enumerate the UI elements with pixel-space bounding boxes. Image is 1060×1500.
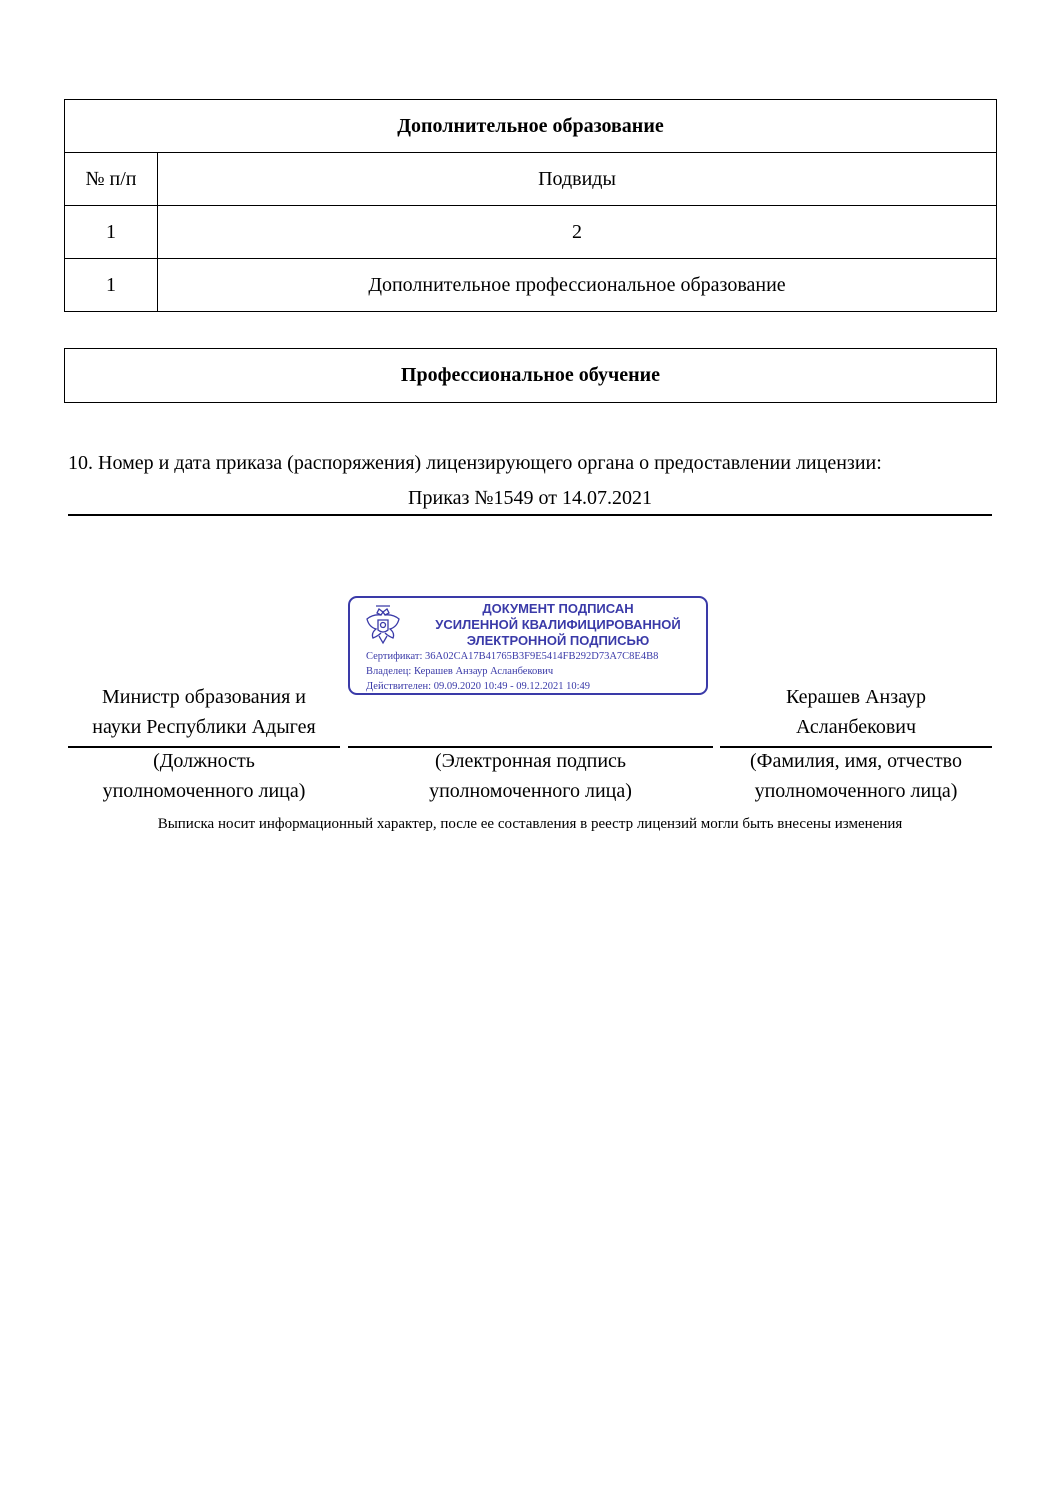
professional-training-title: Профессиональное обучение — [65, 349, 997, 403]
name-caption-line-1: (Фамилия, имя, отчество — [750, 750, 962, 772]
signatory-name-line-2: Асланбекович — [795, 716, 917, 738]
row-value-cell: 2 — [158, 206, 997, 259]
stamp-validity: Действителен: 09.09.2020 10:49 - 09.12.2021 10:49 — [366, 681, 591, 692]
signature-caption — [348, 746, 713, 806]
position-caption — [68, 746, 340, 806]
professional-training-table — [64, 348, 997, 403]
row-number-cell: 1 — [65, 259, 158, 312]
signatory-name — [720, 682, 992, 742]
stamp-line-1: ДОКУМЕНТ ПОДПИСАН — [482, 601, 634, 616]
signatory-position — [68, 682, 340, 742]
row-number-cell: 1 — [65, 206, 158, 259]
signatory-position-line-2: науки Республики Адыгея — [92, 716, 316, 738]
position-caption-line-2: уполномоченного лица) — [102, 780, 306, 802]
column-header-subtypes: Подвиды — [158, 153, 997, 206]
table-header-row — [65, 153, 997, 206]
row-value-cell: Дополнительное профессиональное образование — [158, 259, 997, 312]
signature-caption-line-2: уполномоченного лица) — [429, 780, 632, 802]
additional-education-title: Дополнительное образование — [65, 100, 997, 153]
order-label: 10. Номер и дата приказа (распоряжения) лицензирующего органа о предоставлении лицензии: — [68, 452, 882, 474]
table-row — [65, 206, 997, 259]
signatory-name-line-1: Керашев Анзаур — [786, 686, 926, 708]
column-header-number: № п/п — [65, 153, 158, 206]
name-caption — [720, 746, 992, 806]
signature-caption-line-1: (Электронная подпись — [434, 750, 627, 772]
name-caption-line-2: уполномоченного лица) — [754, 780, 958, 802]
table-title-row — [65, 100, 997, 153]
order-underline — [68, 514, 992, 516]
signatory-position-line-1: Министр образования и — [102, 686, 306, 708]
order-value: Приказ №1549 от 14.07.2021 — [408, 487, 652, 509]
table-title-row — [65, 349, 997, 403]
additional-education-table — [64, 99, 997, 312]
stamp-certificate: Сертификат: 36A02CA17B41765B3F9E5414FB292D73A7C8E4B8 — [366, 651, 659, 662]
stamp-line-2: УСИЛЕННОЙ КВАЛИФИЦИРОВАННОЙ — [435, 617, 681, 632]
footnote: Выписка носит информационный характер, после ее составления в реестр лицензий могли быть внесены изменения — [157, 816, 903, 832]
position-caption-line-1: (Должность — [153, 750, 255, 772]
table-row — [65, 259, 997, 312]
stamp-line-3: ЭЛЕКТРОННОЙ ПОДПИСЬЮ — [466, 633, 650, 648]
electronic-signature-stamp — [348, 596, 708, 695]
stamp-owner: Владелец: Керашев Анзаур Асланбекович — [366, 666, 554, 677]
russian-coat-of-arms-icon — [360, 603, 406, 649]
